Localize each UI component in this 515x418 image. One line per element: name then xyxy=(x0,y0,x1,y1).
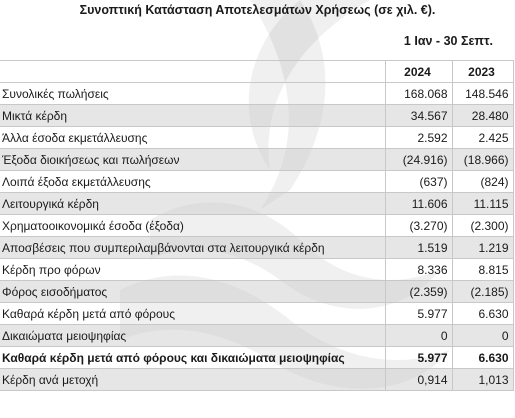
value-2023: 11.115 xyxy=(452,193,513,215)
value-2023: 6.630 xyxy=(452,347,513,369)
table-row xyxy=(0,303,513,325)
value-2024: 168.068 xyxy=(385,83,452,105)
value-2024: 34.567 xyxy=(385,105,452,127)
header-label-cell xyxy=(0,61,385,83)
table-row xyxy=(0,215,513,237)
row-label: Δικαιώματα μειοψηφίας xyxy=(0,325,385,347)
table-row xyxy=(0,83,513,105)
value-2023: (2.185) xyxy=(452,281,513,303)
row-label: Λειτουργικά κέρδη xyxy=(0,193,385,215)
value-2024: 0 xyxy=(385,325,452,347)
row-label: Κέρδη προ φόρων xyxy=(0,259,385,281)
value-2024: (2.359) xyxy=(385,281,452,303)
value-2024: 2.592 xyxy=(385,127,452,149)
value-2023: 6.630 xyxy=(452,303,513,325)
period-label: 1 Ιαν - 30 Σεπτ. xyxy=(403,34,493,48)
row-label: Αποσβέσεις που συμπεριλαμβάνονται στα λειτουργικά κέρδη xyxy=(0,237,385,259)
row-label: Καθαρά κέρδη μετά από φόρους και δικαιώματα μειοψηφίας xyxy=(0,347,385,369)
value-2024: 11.606 xyxy=(385,193,452,215)
value-2023: 28.480 xyxy=(452,105,513,127)
value-2024: 5.977 xyxy=(385,303,452,325)
table-row xyxy=(0,105,513,127)
table-row xyxy=(0,171,513,193)
income-statement-table xyxy=(0,60,514,391)
table-row xyxy=(0,149,513,171)
table-row xyxy=(0,259,513,281)
value-2023: 1,013 xyxy=(452,369,513,391)
row-label: Συνολικές πωλήσεις xyxy=(0,83,385,105)
value-2024: (3.270) xyxy=(385,215,452,237)
column-header-2023: 2023 xyxy=(452,61,513,83)
row-label: Χρηματοοικονομικά έσοδα (έξοδα) xyxy=(0,215,385,237)
table-row xyxy=(0,127,513,149)
value-2023: 8.815 xyxy=(452,259,513,281)
report-title: Συνοπτική Κατάσταση Αποτελεσμάτων Χρήσεως (σε χιλ. €). xyxy=(79,3,436,17)
table-row xyxy=(0,369,513,391)
value-2024: 5.977 xyxy=(385,347,452,369)
value-2023: (2.300) xyxy=(452,215,513,237)
row-label: Φόρος εισοδήματος xyxy=(0,281,385,303)
row-label: Κέρδη ανά μετοχή xyxy=(0,369,385,391)
value-2024: 0,914 xyxy=(385,369,452,391)
value-2024: 8.336 xyxy=(385,259,452,281)
table-row xyxy=(0,281,513,303)
value-2024: (24.916) xyxy=(385,149,452,171)
value-2024: 1.519 xyxy=(385,237,452,259)
table-row xyxy=(0,325,513,347)
row-label: Έξοδα διοικήσεως και πωλήσεων xyxy=(0,149,385,171)
value-2023: 2.425 xyxy=(452,127,513,149)
value-2023: 1.219 xyxy=(452,237,513,259)
value-2023: (18.966) xyxy=(452,149,513,171)
row-label: Άλλα έσοδα εκμετάλλευσης xyxy=(0,127,385,149)
table-row xyxy=(0,347,513,369)
column-header-2024: 2024 xyxy=(385,61,452,83)
value-2023: 148.546 xyxy=(452,83,513,105)
table-header-row xyxy=(0,61,513,83)
table-row xyxy=(0,193,513,215)
table-row xyxy=(0,237,513,259)
row-label: Καθαρά κέρδη μετά από φόρους xyxy=(0,303,385,325)
value-2024: (637) xyxy=(385,171,452,193)
row-label: Λοιπά έξοδα εκμετάλλευσης xyxy=(0,171,385,193)
value-2023: 0 xyxy=(452,325,513,347)
row-label: Μικτά κέρδη xyxy=(0,105,385,127)
value-2023: (824) xyxy=(452,171,513,193)
